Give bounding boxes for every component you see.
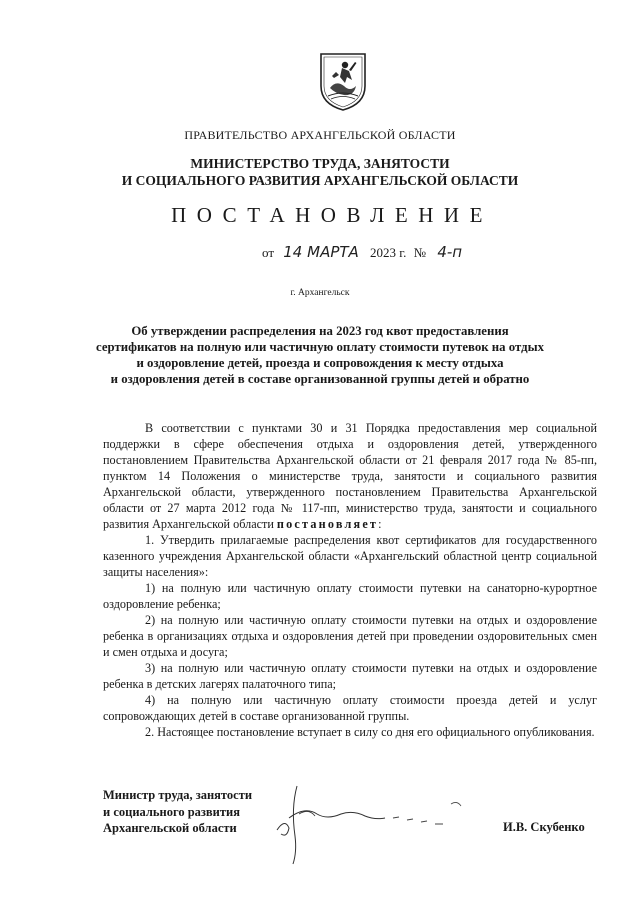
signatory-name: И.В. Скубенко xyxy=(503,820,585,834)
number-label: № xyxy=(413,245,427,260)
handwritten-number: 4-п xyxy=(437,243,463,261)
document-dateline xyxy=(262,243,462,261)
paragraph-1: 1. Утвердить прилагаемые распределения квот сертификатов для государственного казенного учреждения Архангельской области «Архангельский областной центр социальной защиты населения»: xyxy=(103,533,597,579)
document-subject xyxy=(0,323,640,387)
intro-text: В соответствии с пунктами 30 и 31 Порядка предоставления мер социальной поддержки в сфере обеспечения отдыха и оздоровления детей, утвержденного постановлением Правительства Архангельской области от 21 февраля 2017 года № 85-пп, пунктом 14 Положения о министерстве труда, занятости и социального развития Архангельской области, утвержденного постановлением Правительства Архангельской области от 27 марта 2012 года № 117-пп, министерство труда, занятости и социального развития Архангельской области xyxy=(103,421,597,531)
intro-paragraph xyxy=(103,420,597,532)
ministry-name xyxy=(0,155,640,189)
paragraph-1-4: 4) на полную или частичную оплату стоимости проезда детей и услуг сопровождающих детей в составе организованной группы. xyxy=(103,693,597,723)
decree-word: постановляет xyxy=(276,517,379,531)
subject-line: сертификатов на полную или частичную оплату стоимости путевок на отдых xyxy=(96,340,544,354)
paragraph-1-1: 1) на полную или частичную оплату стоимости путевки на санаторно-курортное оздоровление ребенка; xyxy=(103,581,597,611)
coat-of-arms-icon xyxy=(318,50,368,112)
handwritten-signature xyxy=(275,778,475,868)
decree-colon: : xyxy=(378,517,382,531)
city-name: г. Архангельск xyxy=(290,288,350,298)
date-prefix: от xyxy=(262,245,275,260)
ministry-name-line2: И СОЦИАЛЬНОГО РАЗВИТИЯ АРХАНГЕЛЬСКОЙ ОБЛАСТИ xyxy=(121,173,519,188)
government-name: ПРАВИТЕЛЬСТВО АРХАНГЕЛЬСКОЙ ОБЛАСТИ xyxy=(184,128,456,142)
signatory-title-line: Архангельской области xyxy=(103,821,237,835)
subject-line: и оздоровления детей в составе организованной группы детей и обратно xyxy=(110,372,530,386)
ministry-name-line1: МИНИСТЕРСТВО ТРУДА, ЗАНЯТОСТИ xyxy=(190,156,450,171)
paragraph-1-3: 3) на полную или частичную оплату стоимости путевки на отдых и оздоровление ребенка в детских лагерях палаточного типа; xyxy=(103,661,597,691)
paragraph-2: 2. Настоящее постановление вступает в силу со дня его официального опубликования. xyxy=(145,725,595,739)
signatory-title-line: и социального развития xyxy=(103,804,240,819)
signatory-title xyxy=(103,787,252,837)
handwritten-date: 14 МАРТА xyxy=(283,243,359,261)
signatory-title-line: Министр труда, занятости xyxy=(103,788,253,802)
document-body xyxy=(103,420,597,740)
date-year: 2023 г. xyxy=(370,245,407,260)
document-type-title: ПОСТАНОВЛЕНИЕ xyxy=(171,203,493,227)
subject-line: и оздоровление детей, проезда и сопровождения к месту отдыха xyxy=(136,356,504,370)
subject-line: Об утверждении распределения на 2023 год квот предоставления xyxy=(131,324,509,338)
paragraph-1-2: 2) на полную или частичную оплату стоимости путевки на отдых и оздоровление ребенка в организациях отдыха и оздоровления детей при проведении оздоровительных смен и смен отдыха и досуга; xyxy=(103,613,597,659)
